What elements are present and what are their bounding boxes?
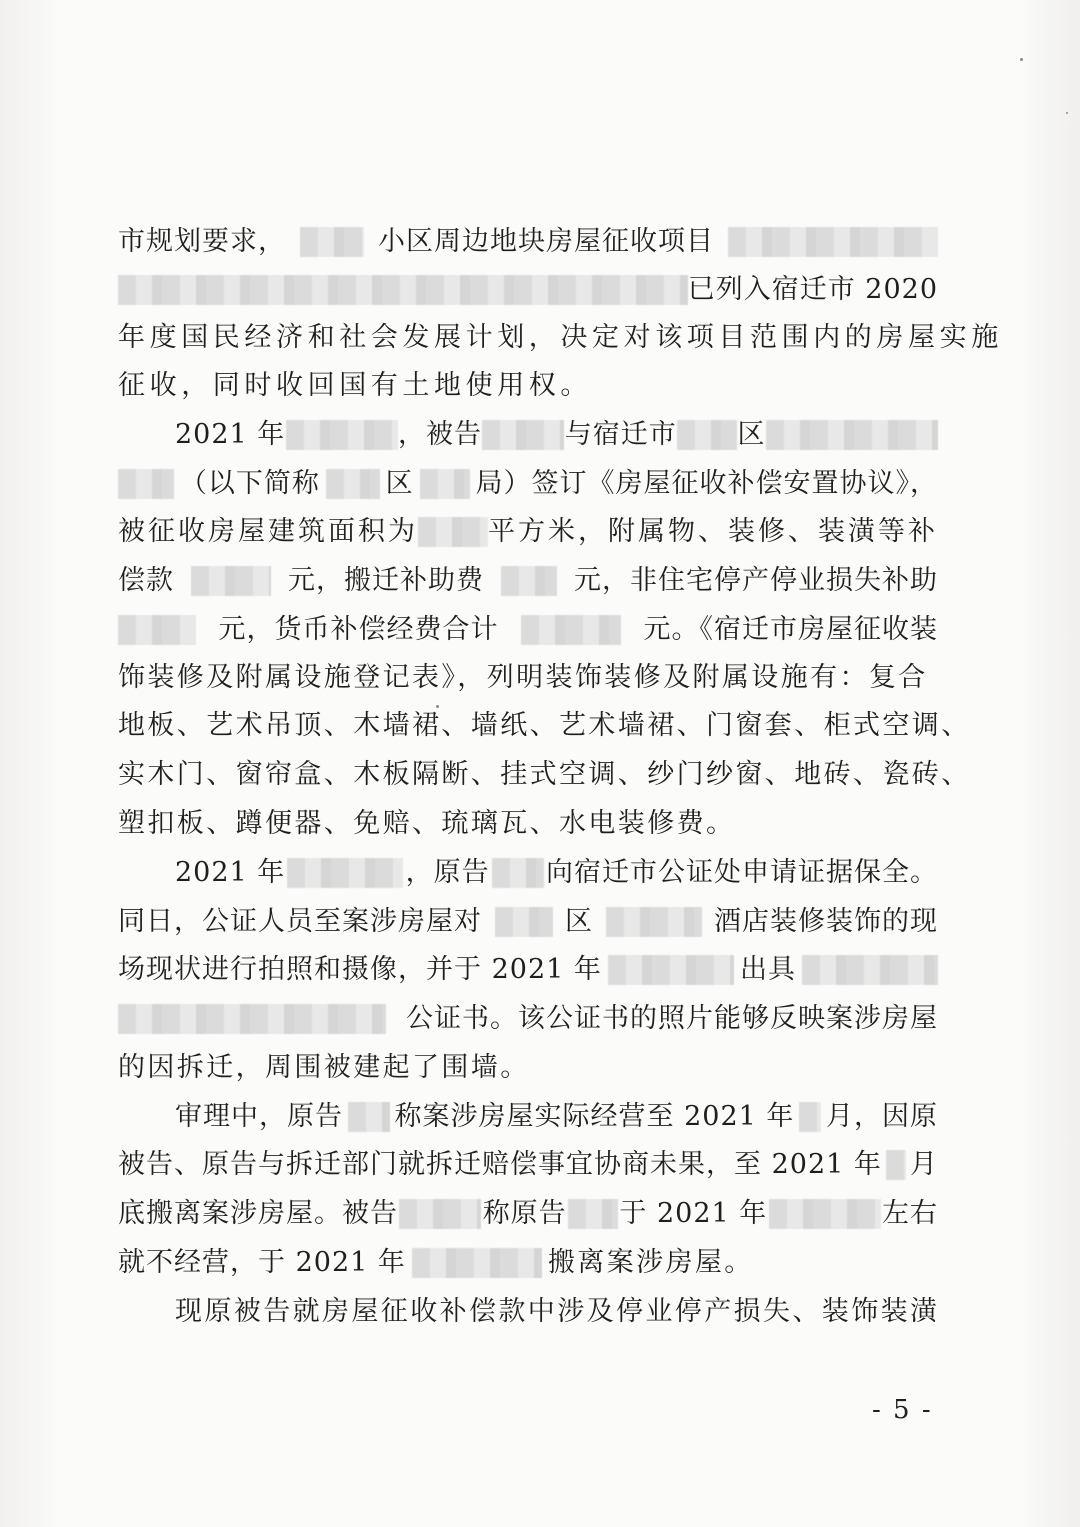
text-segment: 年度国民经济和社会发展计划，决定对该项目范围内的房屋实施 [118, 322, 1003, 353]
text-line [118, 366, 938, 406]
text-segment: 月 [909, 1149, 938, 1180]
text-segment: 元，货币补偿经费合计 [218, 614, 499, 645]
text-line [175, 853, 938, 893]
redaction-block [118, 615, 196, 645]
text-segment: 实木门、窗帘盒、木板隔断、挂式空调、纱门纱窗、地砖、瓷砖、 [118, 759, 971, 790]
text-line [175, 1097, 938, 1137]
text-segment: 征收，同时收回国有土地使用权。 [118, 370, 592, 401]
text-segment: 平方米，附属物、装修、装潢等补 [488, 516, 938, 547]
text-segment: 市规划要求， [118, 226, 286, 257]
redaction-block [118, 1004, 386, 1034]
redaction-block [412, 1248, 542, 1278]
page-number: - 5 - [872, 1395, 933, 1425]
text-segment: 称原告 [482, 1198, 567, 1229]
text-segment: 元，搬迁补助费 [288, 565, 484, 596]
text-segment: ，原告 [405, 857, 490, 888]
text-segment: 区 [565, 906, 593, 937]
text-segment: 被告、原告与拆迁部门就拆迁赔偿事宜协商未果，至 2021 年 [118, 1149, 882, 1180]
text-segment: 塑扣板、蹲便器、免赔、琉璃瓦、水电装修费。 [118, 808, 736, 839]
text-segment: 偿款 [118, 565, 174, 596]
text-segment: 与宿迁市 [564, 419, 677, 450]
text-segment: 小区周边地块房屋征收项目 [378, 226, 714, 257]
text-line [118, 270, 938, 310]
text-line [175, 1292, 938, 1332]
text-line [118, 561, 938, 601]
text-segment: 审理中，原告 [175, 1101, 343, 1132]
redaction-block [418, 517, 488, 547]
scan-speck [1066, 112, 1068, 114]
text-segment: ，被告 [398, 419, 483, 450]
scan-speck [436, 705, 439, 708]
text-line [118, 755, 971, 795]
text-segment: 已列入宿迁市 2020 [687, 274, 938, 305]
text-segment: 被征收房屋建筑面积为 [118, 516, 418, 547]
redaction-block [769, 1199, 881, 1229]
text-segment: 公证书。该公证书的照片能够反映案涉房屋 [406, 1003, 938, 1034]
redaction-block [420, 469, 470, 499]
redaction-block [802, 955, 938, 985]
redaction-block [118, 275, 688, 305]
text-segment: 左右 [881, 1198, 938, 1229]
text-segment: 区 [385, 468, 414, 499]
text-segment: 饰装修及附属设施登记表》，列明装饰装修及附属设施有：复合 [118, 662, 928, 693]
redaction-block [399, 1199, 481, 1229]
redaction-block [677, 420, 737, 450]
text-line [118, 804, 938, 844]
redaction-block [606, 907, 702, 937]
text-segment: 酒店装修装饰的现 [714, 906, 938, 937]
text-line [118, 950, 938, 990]
text-segment: （以下简称 [179, 468, 320, 499]
text-line [175, 415, 938, 455]
redaction-block [118, 469, 174, 499]
text-line [118, 658, 938, 698]
text-line [118, 318, 1003, 358]
text-line [118, 610, 938, 650]
text-segment: 场现状进行拍照和摄像，并于 2021 年 [118, 954, 602, 985]
text-line [118, 1145, 938, 1185]
text-segment: 元。《宿迁市房屋征收装 [643, 614, 938, 645]
text-segment: 区 [737, 419, 766, 450]
text-line [118, 512, 938, 552]
text-segment: 称案涉房屋实际经营至 2021 年 [394, 1101, 795, 1132]
text-segment: 的因拆迁，周围被建起了围墙。 [118, 1052, 530, 1083]
text-segment: 就不经营，于 2021 年 [118, 1247, 406, 1278]
redaction-block [728, 227, 938, 257]
redaction-block [300, 227, 364, 257]
redaction-block [886, 1150, 906, 1180]
redaction-block [568, 1199, 618, 1229]
text-segment: 向宿迁市公证处申请证据保全。 [545, 857, 938, 888]
redaction-block [492, 858, 544, 888]
redaction-block [482, 420, 564, 450]
redaction-block [191, 566, 271, 596]
redaction-block [326, 469, 380, 499]
scan-speck [1020, 58, 1023, 61]
text-line [118, 222, 938, 262]
text-segment: 于 2021 年 [619, 1198, 768, 1229]
text-segment: 局）签订《房屋征收补偿安置协议》， [475, 468, 938, 499]
text-segment: 地板、艺术吊顶、木墙裙、墙纸、艺术墙裙、门窗套、柜式空调、 [118, 710, 971, 741]
text-segment: 搬离案涉房屋。 [547, 1247, 754, 1278]
redaction-block [495, 907, 553, 937]
redaction-block [287, 858, 403, 888]
text-segment: 2021 年 [175, 419, 286, 450]
redaction-block [799, 1102, 821, 1132]
text-line [118, 706, 971, 746]
redaction-block [501, 566, 557, 596]
redaction-block [521, 615, 621, 645]
text-segment: 现原被告就房屋征收补偿款中涉及停业停产损失、装饰装潢 [175, 1296, 940, 1327]
text-line [118, 1048, 938, 1088]
text-segment: 元，非住宅停产停业损失补助 [574, 565, 938, 596]
redaction-block [766, 420, 938, 450]
text-segment: 2021 年 [175, 857, 286, 888]
text-segment: 同日，公证人员至案涉房屋对 [118, 906, 482, 937]
text-segment: 底搬离案涉房屋。被告 [118, 1198, 398, 1229]
text-line [118, 1243, 938, 1283]
redaction-block [286, 420, 398, 450]
text-line [118, 902, 938, 942]
redaction-block [348, 1102, 390, 1132]
text-segment: 出具 [739, 954, 796, 985]
text-segment: 月，因原 [825, 1101, 938, 1132]
text-line [118, 464, 938, 504]
redaction-block [608, 955, 734, 985]
text-line [118, 1194, 938, 1234]
text-line [118, 999, 938, 1039]
